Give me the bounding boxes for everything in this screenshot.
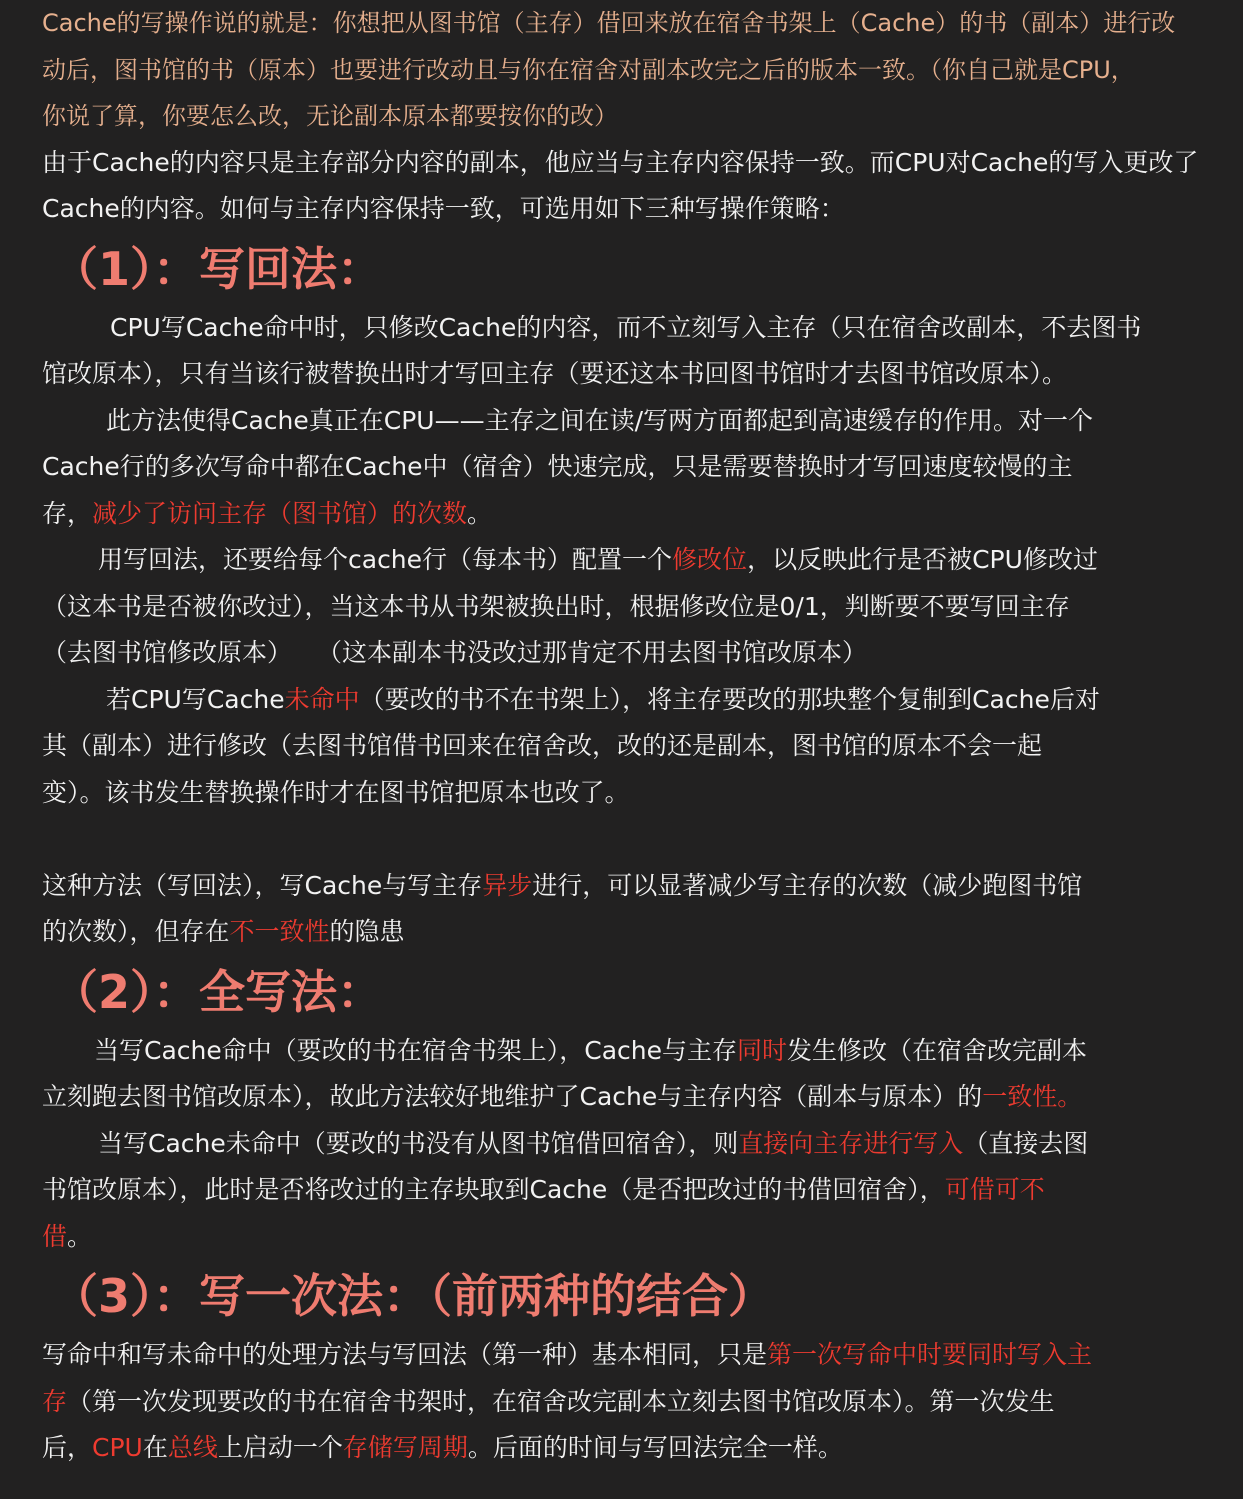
overview-paragraph	[42, 140, 1199, 233]
highlight-text: 存储写周期	[342, 1433, 468, 1462]
text-span: 当写Cache未命中（要改的书没有从图书馆借回宿舍），则	[98, 1128, 739, 1158]
highlight-text: 不一致性	[229, 917, 330, 946]
text-span: 若CPU写Cache	[106, 684, 285, 714]
text-span: 上启动一个	[217, 1433, 343, 1462]
write-back-paragraph-3	[42, 537, 1199, 677]
text-line	[42, 909, 1199, 956]
intro-line: 动后，图书馆的书（原本）也要进行改动且与你在宿舍对副本改完之后的版本一致。（你自己就是CPU，	[42, 55, 1135, 84]
text-span: 当写Cache命中（要改的书在宿舍书架上），Cache与主存	[94, 1035, 737, 1065]
write-back-paragraph-4	[42, 677, 1199, 817]
text-span: 。	[467, 498, 493, 528]
text-line	[42, 1379, 1199, 1426]
section-heading-write-once: （3）：写一次法：（前两种的结合）	[52, 1269, 775, 1323]
text-line	[42, 1425, 1199, 1472]
blank-line	[42, 816, 1199, 863]
write-through-paragraph-2	[42, 1121, 1199, 1261]
highlight-text: 一致性。	[982, 1082, 1083, 1111]
intro-paragraph	[42, 0, 1199, 140]
text-span: 。	[67, 1221, 93, 1251]
text-line: （这本书是否被你改过），当这本书从书架被换出时，根据修改位是0/1，判断要不要写回主存	[42, 591, 1070, 621]
section-heading-write-back: （1）：写回法：	[52, 241, 384, 296]
highlight-text: 第一次写命中时要同时写入主	[767, 1340, 1093, 1369]
text-span: 立刻跑去图书馆改原本），故此方法较好地维护了Cache与主存内容（副本与原本）的	[42, 1082, 983, 1111]
text-line: CPU写Cache命中时，只修改Cache的内容，而不立刻写入主存（只在宿舍改副本，不去图书	[110, 312, 1142, 342]
text-span: 进行，可以显著减少写主存的次数（减少跑图书馆	[532, 870, 1083, 900]
write-through-paragraph-1	[42, 1028, 1199, 1121]
highlight-text: CPU	[92, 1433, 143, 1462]
write-once-paragraph-1	[42, 1332, 1199, 1472]
text-span: 。后面的时间与写回法完全一样。	[467, 1433, 843, 1462]
highlight-text: 修改位	[672, 545, 748, 574]
text-line	[42, 1028, 1199, 1075]
text-span: 后，	[42, 1433, 93, 1462]
text-span: （要改的书不在书架上），将主存要改的那块整个复制到Cache后对	[359, 684, 1100, 714]
text-line: 变）。该书发生替换操作时才在图书馆把原本也改了。	[42, 777, 630, 807]
text-span: 的隐患	[329, 917, 405, 946]
section-heading-write-through: （2）：全写法：	[52, 964, 384, 1019]
text-line	[42, 1121, 1199, 1168]
highlight-text: 总线	[167, 1433, 218, 1462]
text-span: 用写回法，还要给每个cache行（每本书）配置一个	[98, 545, 673, 574]
text-line: （去图书馆修改原本） （这本副本书没改过那肯定不用去图书馆改原本）	[42, 638, 868, 667]
text-line: 馆改原本），只有当该行被替换出时才写回主存（要还这本书回图书馆时才去图书馆改原本）。	[42, 359, 1068, 388]
text-line	[42, 1074, 1199, 1121]
text-span: 发生修改（在宿舍改完副本	[787, 1035, 1088, 1065]
highlight-text: 借	[42, 1221, 68, 1251]
text-line	[42, 863, 1199, 910]
highlight-text: 减少了访问主存（图书馆）的次数	[92, 498, 468, 528]
text-span: 存，	[42, 498, 93, 528]
write-back-paragraph-1	[42, 305, 1199, 398]
text-line	[42, 491, 1199, 538]
text-line	[42, 537, 1199, 584]
text-span: ，以反映此行是否被CPU修改过	[747, 545, 1098, 574]
overview-line: 由于Cache的内容只是主存部分内容的副本，他应当与主存内容保持一致。而CPU对Cache的写入更改了	[42, 147, 1199, 177]
text-span: 这种方法（写回法），写Cache与写主存	[42, 870, 483, 900]
highlight-text: 异步	[482, 870, 533, 900]
highlight-text: 可借可不	[944, 1175, 1045, 1204]
text-span: 书馆改原本），此时是否将改过的主存块取到Cache（是否把改过的书借回宿舍），	[42, 1175, 945, 1204]
highlight-text: 同时	[737, 1035, 788, 1065]
intro-line: 你说了算，你要怎么改，无论副本原本都要按你的改）	[42, 102, 618, 130]
overview-line: Cache的内容。如何与主存内容保持一致，可选用如下三种写操作策略：	[42, 194, 845, 223]
highlight-text: 直接向主存进行写入	[738, 1128, 964, 1158]
intro-line: Cache的写操作说的就是：你想把从图书馆（主存）借回来放在宿舍书架上（Cache）的书（副本）进行改	[42, 9, 1176, 37]
text-line	[42, 677, 1199, 724]
text-span: 的次数），但存在	[42, 917, 230, 946]
text-line	[42, 1214, 1199, 1261]
text-span: （直接去图	[963, 1128, 1089, 1158]
text-line: Cache行的多次写命中都在Cache中（宿舍）快速完成，只是需要替换时才写回速度较慢的主	[42, 452, 1073, 481]
write-back-paragraph-2	[42, 398, 1199, 538]
text-line	[42, 1332, 1199, 1379]
text-line	[42, 1167, 1199, 1214]
text-line: 此方法使得Cache真正在CPU——主存之间在读/写两方面都起到高速缓存的作用。对一个	[106, 405, 1094, 435]
text-span: 写命中和写未命中的处理方法与写回法（第一种）基本相同，只是	[42, 1340, 768, 1369]
highlight-text: 未命中	[284, 684, 360, 714]
highlight-text: 存	[42, 1386, 68, 1416]
text-span: （第一次发现要改的书在宿舍书架时，在宿舍改完副本立刻去图书馆改原本）。第一次发生	[67, 1386, 1055, 1416]
write-back-paragraph-5	[42, 863, 1199, 956]
text-line: 其（副本）进行修改（去图书馆借书回来在宿舍改，改的还是副本，图书馆的原本不会一起	[42, 731, 1043, 760]
text-span: 在	[142, 1433, 168, 1462]
